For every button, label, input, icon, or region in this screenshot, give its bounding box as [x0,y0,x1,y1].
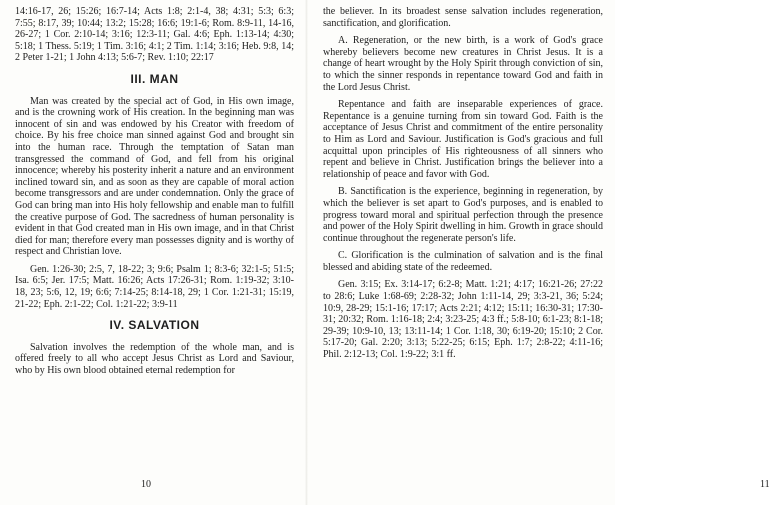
section-heading-man: III. MAN [130,71,179,86]
repentance-paragraph: Repentance and faith are inseparable experiences of grace. Repentance is a genuine turning from sin toward God. Faith is the acceptance of Jesus Christ and commitment of the entire personality to Him as Lord and Saviour. Justification is God's gracious and full acquittal upon principles of His righteousness of all sinners who repent and believe in Christ. Justification brings the believer into a relationship of peace and favor with God. [323,99,603,180]
man-scripture-references: Gen. 1:26-30; 2:5, 7, 18-22; 3; 9:6; Psalm 1; 8:3-6; 32:1-5; 51:5; Isa. 6:5; Jer. 17:5; Matt. 16:26; Acts 17:26-31; Rom. 1:19-32; 3:10-18, 23; 5:6, 12, 19; 6:6; 7:14-25; 8:14-18, 29; 1 Cor. 1:21-31; 15:19, 21-22; Eph. 2:1-22; Col. 1:21-22; 3:9-11 [15,263,294,310]
section-heading-salvation: IV. SALVATION [109,318,200,333]
intro-scripture-references: 14:16-17, 26; 15:26; 16:7-14; Acts 1:8; 2:1-4, 38; 4:31; 5:3; 6:3; 7:55; 8:17, 39; 10:44; 13:2; 15:28; 16:6; 19:1-6; Rom. 8:9-11, 14-16, 26-27; 1 Cor. 2:10-14; 3:16; 12:3-11; Gal. 4:6; Eph. 1:13-14; 4:30; 5:18; 1 Thess. 5:19; 1 Tim. 3:16; 4:1; 2 Tim. 1:14; 3:16; Heb. 9:8, 14; 2 Peter 1-21; 1 John 4:13; 5:6-7; Rev. 1:10; 22:17 [15,6,294,64]
page-number-left: 10 [141,479,151,491]
right-page [307,6,770,505]
salvation-continuation-paragraph: the believer. In its broadest sense salvation includes regeneration, sanctification, and glorification. [323,6,603,29]
regeneration-paragraph: A. Regeneration, or the new birth, is a work of God's grace whereby believers become new creatures in Christ Jesus. It is a change of heart wrought by the Holy Spirit through conviction of sin, to which the sinner responds in repentance toward God and faith in the Lord Jesus Christ. [323,35,603,93]
left-page [0,6,307,505]
salvation-intro-paragraph: Salvation involves the redemption of the whole man, and is offered freely to all who accept Jesus Christ as Lord and Saviour, who by His own blood obtained eternal redemption for [15,341,294,377]
glorification-paragraph: C. Glorification is the culmination of salvation and is the final blessed and abiding state of the redeemed. [323,250,603,273]
salvation-scripture-references: Gen. 3:15; Ex. 3:14-17; 6:2-8; Matt. 1:21; 4:17; 16:21-26; 27:22 to 28:6; Luke 1:68-69; 2:28-32; John 1:11-14, 29; 3:3-21, 36; 5:24; 10:9, 28-29; 15:1-16; 17:17; Acts 2:21; 4:12; 15:11; 16:30-31; 17:30-31; 20:32; Rom. 1:16-18; 2:4; 3:23-25; 4:3 ff.; 5:8-10; 6:1-23; 8:1-18; 29-39; 10:9-10, 13; 13:11-14; 1 Cor. 1:18, 30; 6:19-20; 15:10; 2 Cor. 5:17-20; Gal. 2:20; 3:13; 5:22-25; 6:15; Eph. 1:7; 2:8-22; 4:11-16; Phil. 2:12-13; Col. 1:9-22; 3:1 ff. [323,279,603,361]
sanctification-paragraph: B. Sanctification is the experience, beginning in regeneration, by which the believer is set apart to God's purposes, and is enabled to progress toward moral and spiritual perfection through the presence and power of the Holy Spirit dwelling in him. Growth in grace should continue throughout the regenerate person's life. [323,186,603,244]
man-paragraph: Man was created by the special act of God, in His own image, and is the crowning work of His creation. In the beginning man was innocent of sin and was endowed by his Creator with freedom of choice. By his free choice man sinned against God and brought sin into the human race. Through the temptation of Satan man transgressed the command of God, and fell from his original innocence; whereby his posterity inherit a nature and an environment inclined toward sin, and as soon as they are capable of moral action become transgressors and are under condemnation. Only the grace of God can bring man into His holy fellowship and enable man to fulfill the creative purpose of God. The sacredness of human personality is evident in that God created man in His own image, and in that Christ died for man; therefore every man possesses dignity and is worthy of respect and Christian love. [15,95,294,258]
page-number-right: 11 [760,479,770,491]
